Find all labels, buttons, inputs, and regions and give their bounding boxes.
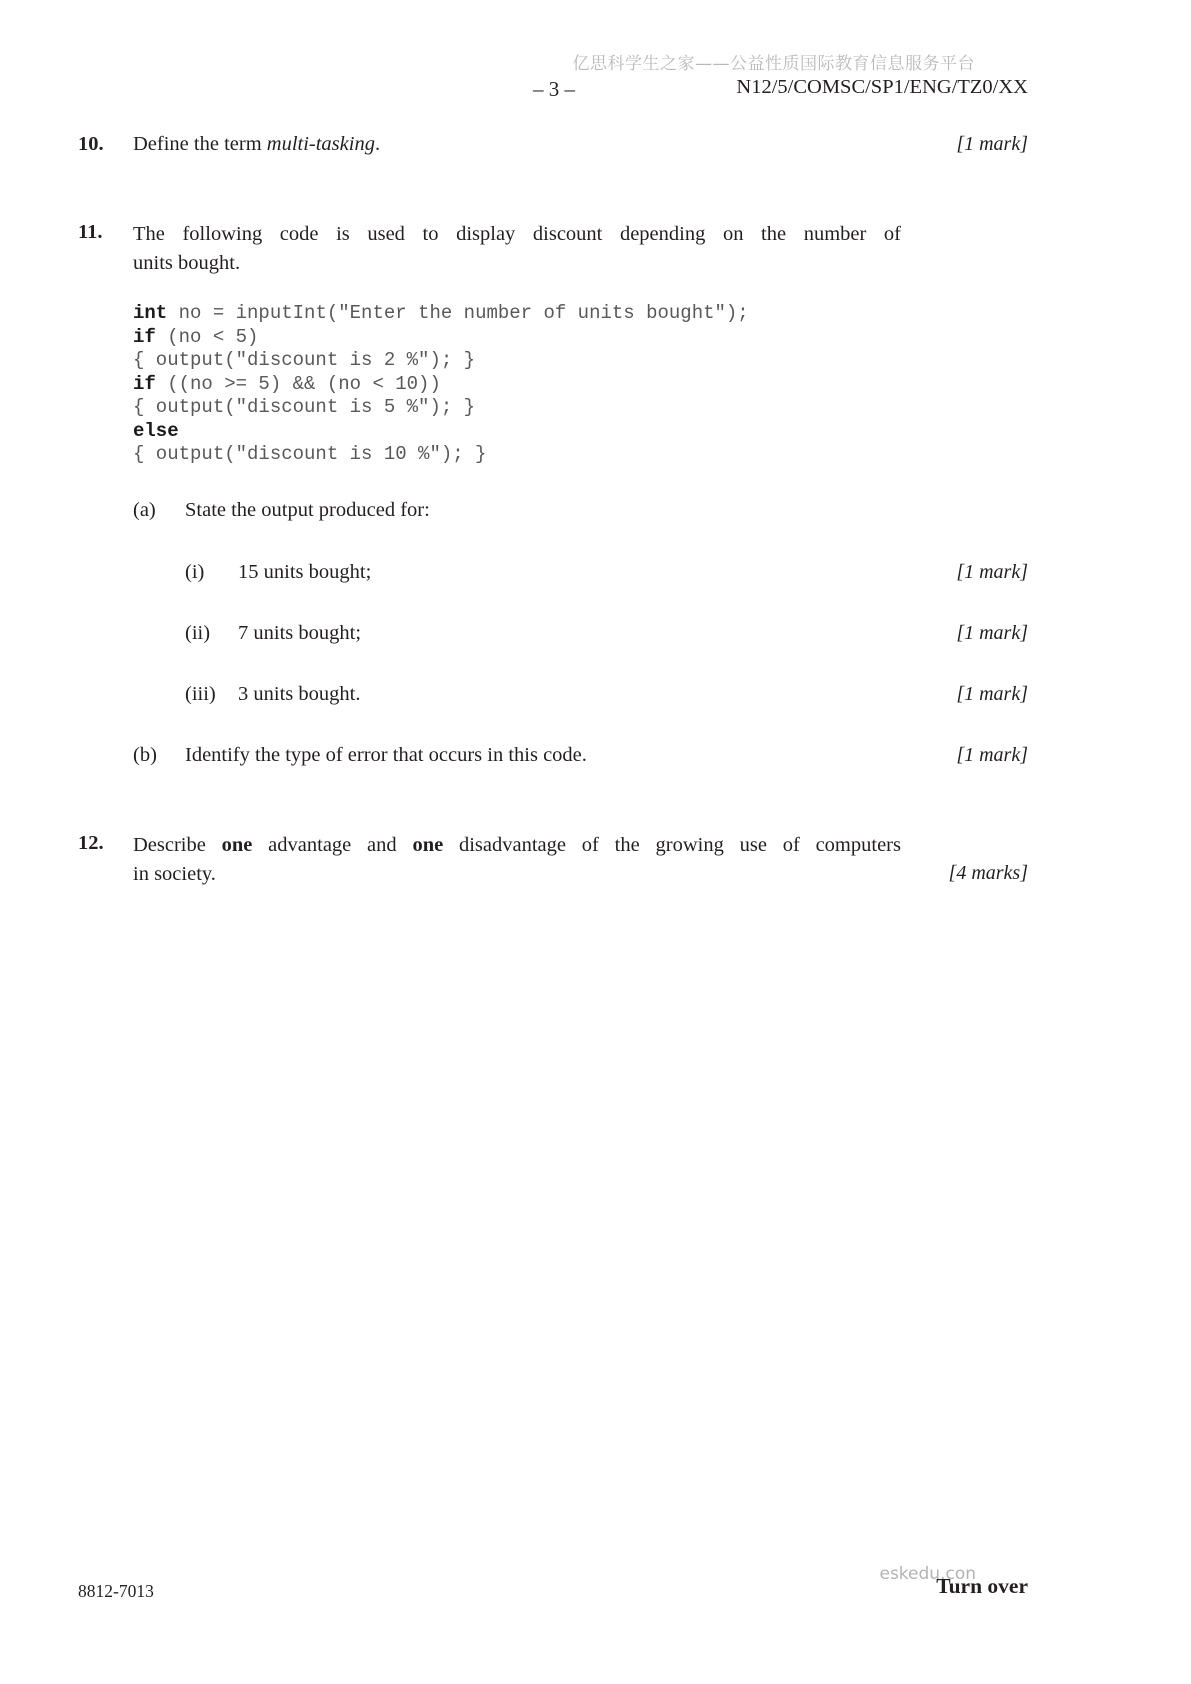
item-iii-marks: [1 mark] bbox=[956, 682, 1028, 705]
paper-reference-code: N12/5/COMSC/SP1/ENG/TZ0/XX bbox=[736, 76, 1028, 98]
question-12-line2: in society. bbox=[133, 862, 216, 885]
code-keyword: else bbox=[133, 419, 179, 442]
question-12-body bbox=[133, 831, 1028, 889]
question-10-marks: [1 mark] bbox=[956, 133, 1028, 155]
q12-seg3: disadvantage of the growing use of computers bbox=[443, 833, 901, 856]
question-11a bbox=[133, 498, 1028, 522]
question-12-marks: [4 marks] bbox=[948, 861, 1028, 884]
question-12 bbox=[78, 831, 1028, 889]
question-11-intro-line1: The following code is used to display discount depending on the number of bbox=[133, 223, 901, 245]
q12-seg1: Describe bbox=[133, 833, 222, 856]
question-12-line1 bbox=[133, 831, 901, 860]
q12-bold-one-1: one bbox=[221, 833, 253, 856]
item-i-text: 15 units bought; bbox=[238, 560, 372, 583]
question-11b bbox=[133, 743, 1028, 767]
item-ii-label: (ii) bbox=[185, 621, 211, 644]
code-text: { output("discount is 10 %"); } bbox=[133, 443, 487, 465]
code-line bbox=[133, 349, 1028, 373]
question-11b-marks: [1 mark] bbox=[956, 743, 1028, 766]
question-10-number: 10. bbox=[78, 133, 104, 155]
question-10-tail: . bbox=[374, 133, 381, 155]
question-12-text bbox=[133, 831, 901, 889]
page-number: – 3 – bbox=[533, 77, 575, 101]
code-keyword: if bbox=[133, 372, 156, 395]
code-text: (no < 5) bbox=[155, 325, 259, 348]
code-line bbox=[133, 420, 1028, 444]
question-11b-label: (b) bbox=[133, 743, 157, 766]
code-line bbox=[133, 373, 1028, 397]
question-11a-items bbox=[185, 560, 1028, 706]
code-text: { output("discount is 5 %"); } bbox=[133, 396, 476, 418]
question-11a-item-i bbox=[185, 560, 1028, 584]
question-11-intro-line2: units bought. bbox=[133, 252, 241, 274]
footer-right bbox=[708, 1564, 1028, 1604]
item-iii-text: 3 units bought. bbox=[238, 682, 361, 705]
question-10-lead: Define the term bbox=[133, 133, 267, 155]
question-11a-item-ii bbox=[185, 621, 1028, 645]
turn-over-label: Turn over bbox=[936, 1574, 1028, 1598]
code-line bbox=[133, 396, 1028, 420]
code-text: ((no >= 5) && (no < 10)) bbox=[155, 372, 441, 395]
question-11a-label: (a) bbox=[133, 498, 156, 521]
code-line bbox=[133, 443, 1028, 467]
question-12-number: 12. bbox=[78, 831, 104, 854]
document-code: 8812-7013 bbox=[78, 1581, 154, 1601]
footer-watermark: eskedu.con bbox=[879, 1564, 976, 1584]
q12-seg2: advantage and bbox=[252, 833, 413, 856]
question-11-body bbox=[133, 220, 1028, 767]
item-i-label: (i) bbox=[185, 560, 205, 583]
code-keyword: int bbox=[133, 302, 168, 324]
page-content bbox=[78, 130, 1028, 889]
question-11-number: 11. bbox=[78, 221, 103, 243]
code-text: no = inputInt("Enter the number of units bought"); bbox=[167, 302, 749, 324]
code-line bbox=[133, 326, 1028, 350]
q12-bold-one-2: one bbox=[412, 833, 444, 856]
question-11a-item-iii bbox=[185, 682, 1028, 706]
question-11 bbox=[78, 220, 1028, 767]
item-ii-text: 7 units bought; bbox=[238, 621, 362, 644]
header-watermark: 亿思科学生之家——公益性质国际教育信息服务平台 bbox=[572, 54, 975, 74]
code-keyword: if bbox=[133, 325, 156, 348]
item-ii-marks: [1 mark] bbox=[956, 621, 1028, 644]
code-text: { output("discount is 2 %"); } bbox=[133, 349, 476, 371]
item-i-marks: [1 mark] bbox=[956, 560, 1028, 583]
question-10-term: multi-tasking bbox=[266, 133, 375, 155]
question-11-intro bbox=[133, 220, 901, 278]
item-iii-label: (iii) bbox=[185, 682, 216, 705]
code-line bbox=[133, 302, 1028, 326]
question-11a-text: State the output produced for: bbox=[185, 498, 430, 521]
question-11b-text: Identify the type of error that occurs in this code. bbox=[185, 743, 587, 766]
code-block bbox=[133, 302, 1028, 467]
question-10-text bbox=[133, 132, 380, 156]
question-10 bbox=[78, 132, 1028, 156]
